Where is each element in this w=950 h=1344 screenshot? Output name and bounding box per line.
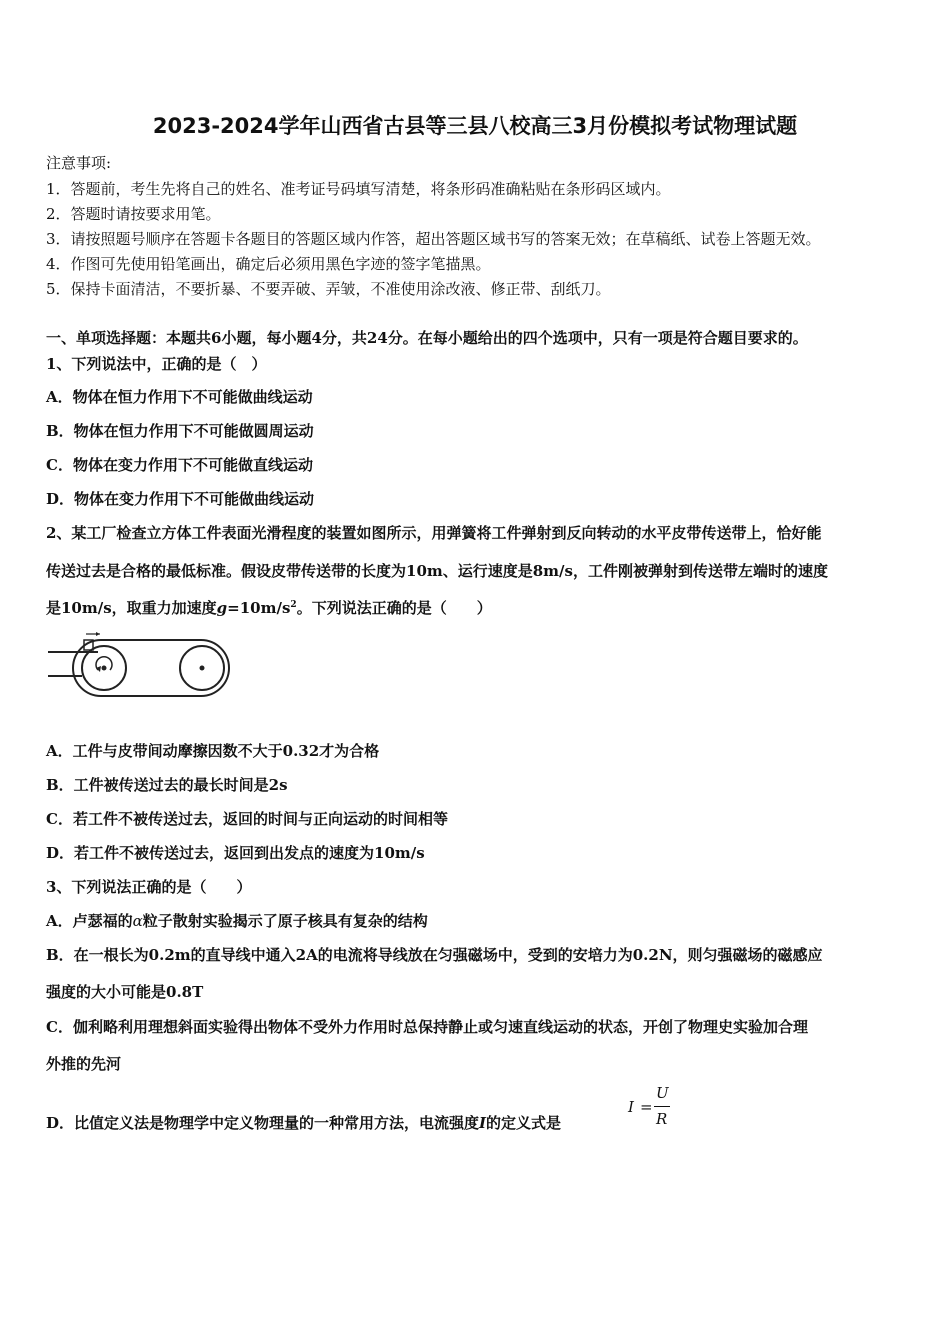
question-1-option-b: B．物体在恒力作用下不可能做圆周运动	[46, 422, 314, 440]
superscript: 2	[290, 600, 297, 610]
notice-heading: 注意事项:	[46, 154, 112, 172]
stem-text: =10m/s	[227, 599, 291, 617]
question-3-stem: 3、下列说法正确的是（ ）	[46, 878, 252, 896]
question-1-stem: 1、下列说法中，正确的是（ ）	[46, 355, 267, 373]
fraction-bar	[654, 1106, 670, 1107]
alpha-symbol: α	[132, 912, 143, 930]
notice-item: 4．作图可先使用铅笔画出，确定后必须用黑色字迹的签字笔描黑。	[46, 255, 491, 273]
question-3-option-b-line: 强度的大小可能是0.8T	[46, 983, 204, 1001]
page-title: 2023-2024学年山西省古县等三县八校高三3月份模拟考试物理试题	[152, 114, 798, 138]
question-2-option-b: B．工件被传送过去的最长时间是2s	[46, 776, 288, 794]
stem-text: 。下列说法正确的是（ ）	[296, 599, 492, 617]
section-heading: 一、单项选择题：本题共6小题，每小题4分，共24分。在每小题给出的四个选项中，只有一项是符合题目要求的。	[46, 329, 808, 347]
question-3-option-c-line: C．伽利略利用理想斜面实验得出物体不受外力作用时总保持静止或匀速直线运动的状态，开创了物理史实验加合理	[46, 1018, 808, 1036]
conveyor-belt-diagram	[46, 626, 231, 708]
notice-item: 1．答题前，考生先将自己的姓名、准考证号码填写清楚，将条形码准确粘贴在条形码区域内。	[46, 180, 671, 198]
notice-item: 2．答题时请按要求用笔。	[46, 205, 221, 223]
velocity-arrow-head	[96, 632, 100, 636]
question-1-option-a: A．物体在恒力作用下不可能做曲线运动	[46, 388, 313, 406]
formula-equals: =	[640, 1098, 653, 1116]
question-3-option-a	[46, 910, 428, 931]
g-symbol: g	[216, 599, 228, 617]
notice-item: 5．保持卡面清洁，不要折暴、不要弄破、弄皱，不准使用涂改液、修正带、刮纸刀。	[46, 280, 611, 298]
formula-lhs: I	[628, 1098, 634, 1116]
left-axle	[102, 666, 107, 671]
formula-denominator: R	[656, 1110, 668, 1128]
question-3-option-c-line: 外推的先河	[46, 1055, 122, 1073]
question-1-option-d: D．物体在变力作用下不可能做曲线运动	[46, 490, 315, 508]
question-2-option-d: D．若工件不被传送过去，返回到出发点的速度为10m/s	[46, 844, 425, 862]
option-text: A．卢瑟福的	[46, 912, 133, 930]
option-text: 的定义式是	[486, 1114, 562, 1132]
current-symbol: I	[479, 1114, 487, 1132]
formula-numerator: U	[656, 1084, 669, 1102]
question-1-option-c: C．物体在变力作用下不可能做直线运动	[46, 456, 313, 474]
option-text: D．比值定义法是物理学中定义物理量的一种常用方法，电流强度	[46, 1114, 480, 1132]
question-2-option-a: A．工件与皮带间动摩擦因数不大于0.32才为合格	[46, 742, 380, 760]
stem-text: 是10m/s，取重力加速度	[46, 599, 217, 617]
question-2-stem-line: 2、某工厂检查立方体工件表面光滑程度的装置如图所示，用弹簧将工件弹射到反向转动的水平皮带传送带上，恰好能	[46, 524, 822, 542]
question-3-option-d	[46, 1112, 561, 1133]
current-formula	[626, 1084, 686, 1132]
question-2-option-c: C．若工件不被传送过去，返回的时间与正向运动的时间相等	[46, 810, 448, 828]
notice-item: 3．请按照题号顺序在答题卡各题目的答题区域内作答，超出答题区域书写的答案无效；在草稿纸、试卷上答题无效。	[46, 230, 821, 248]
question-2-stem-line	[46, 597, 492, 618]
right-axle	[200, 666, 205, 671]
question-3-option-b-line: B．在一根长为0.2m的直导线中通入2A的电流将导线放在匀强磁场中，受到的安培力为0.2N，则匀强磁场的磁感应	[46, 946, 823, 964]
option-text: 粒子散射实验揭示了原子核具有复杂的结构	[142, 912, 428, 930]
question-2-stem-line: 传送过去是合格的最低标准。假设皮带传送带的长度为10m、运行速度是8m/s，工件刚被弹射到传送带左端时的速度	[46, 562, 828, 580]
